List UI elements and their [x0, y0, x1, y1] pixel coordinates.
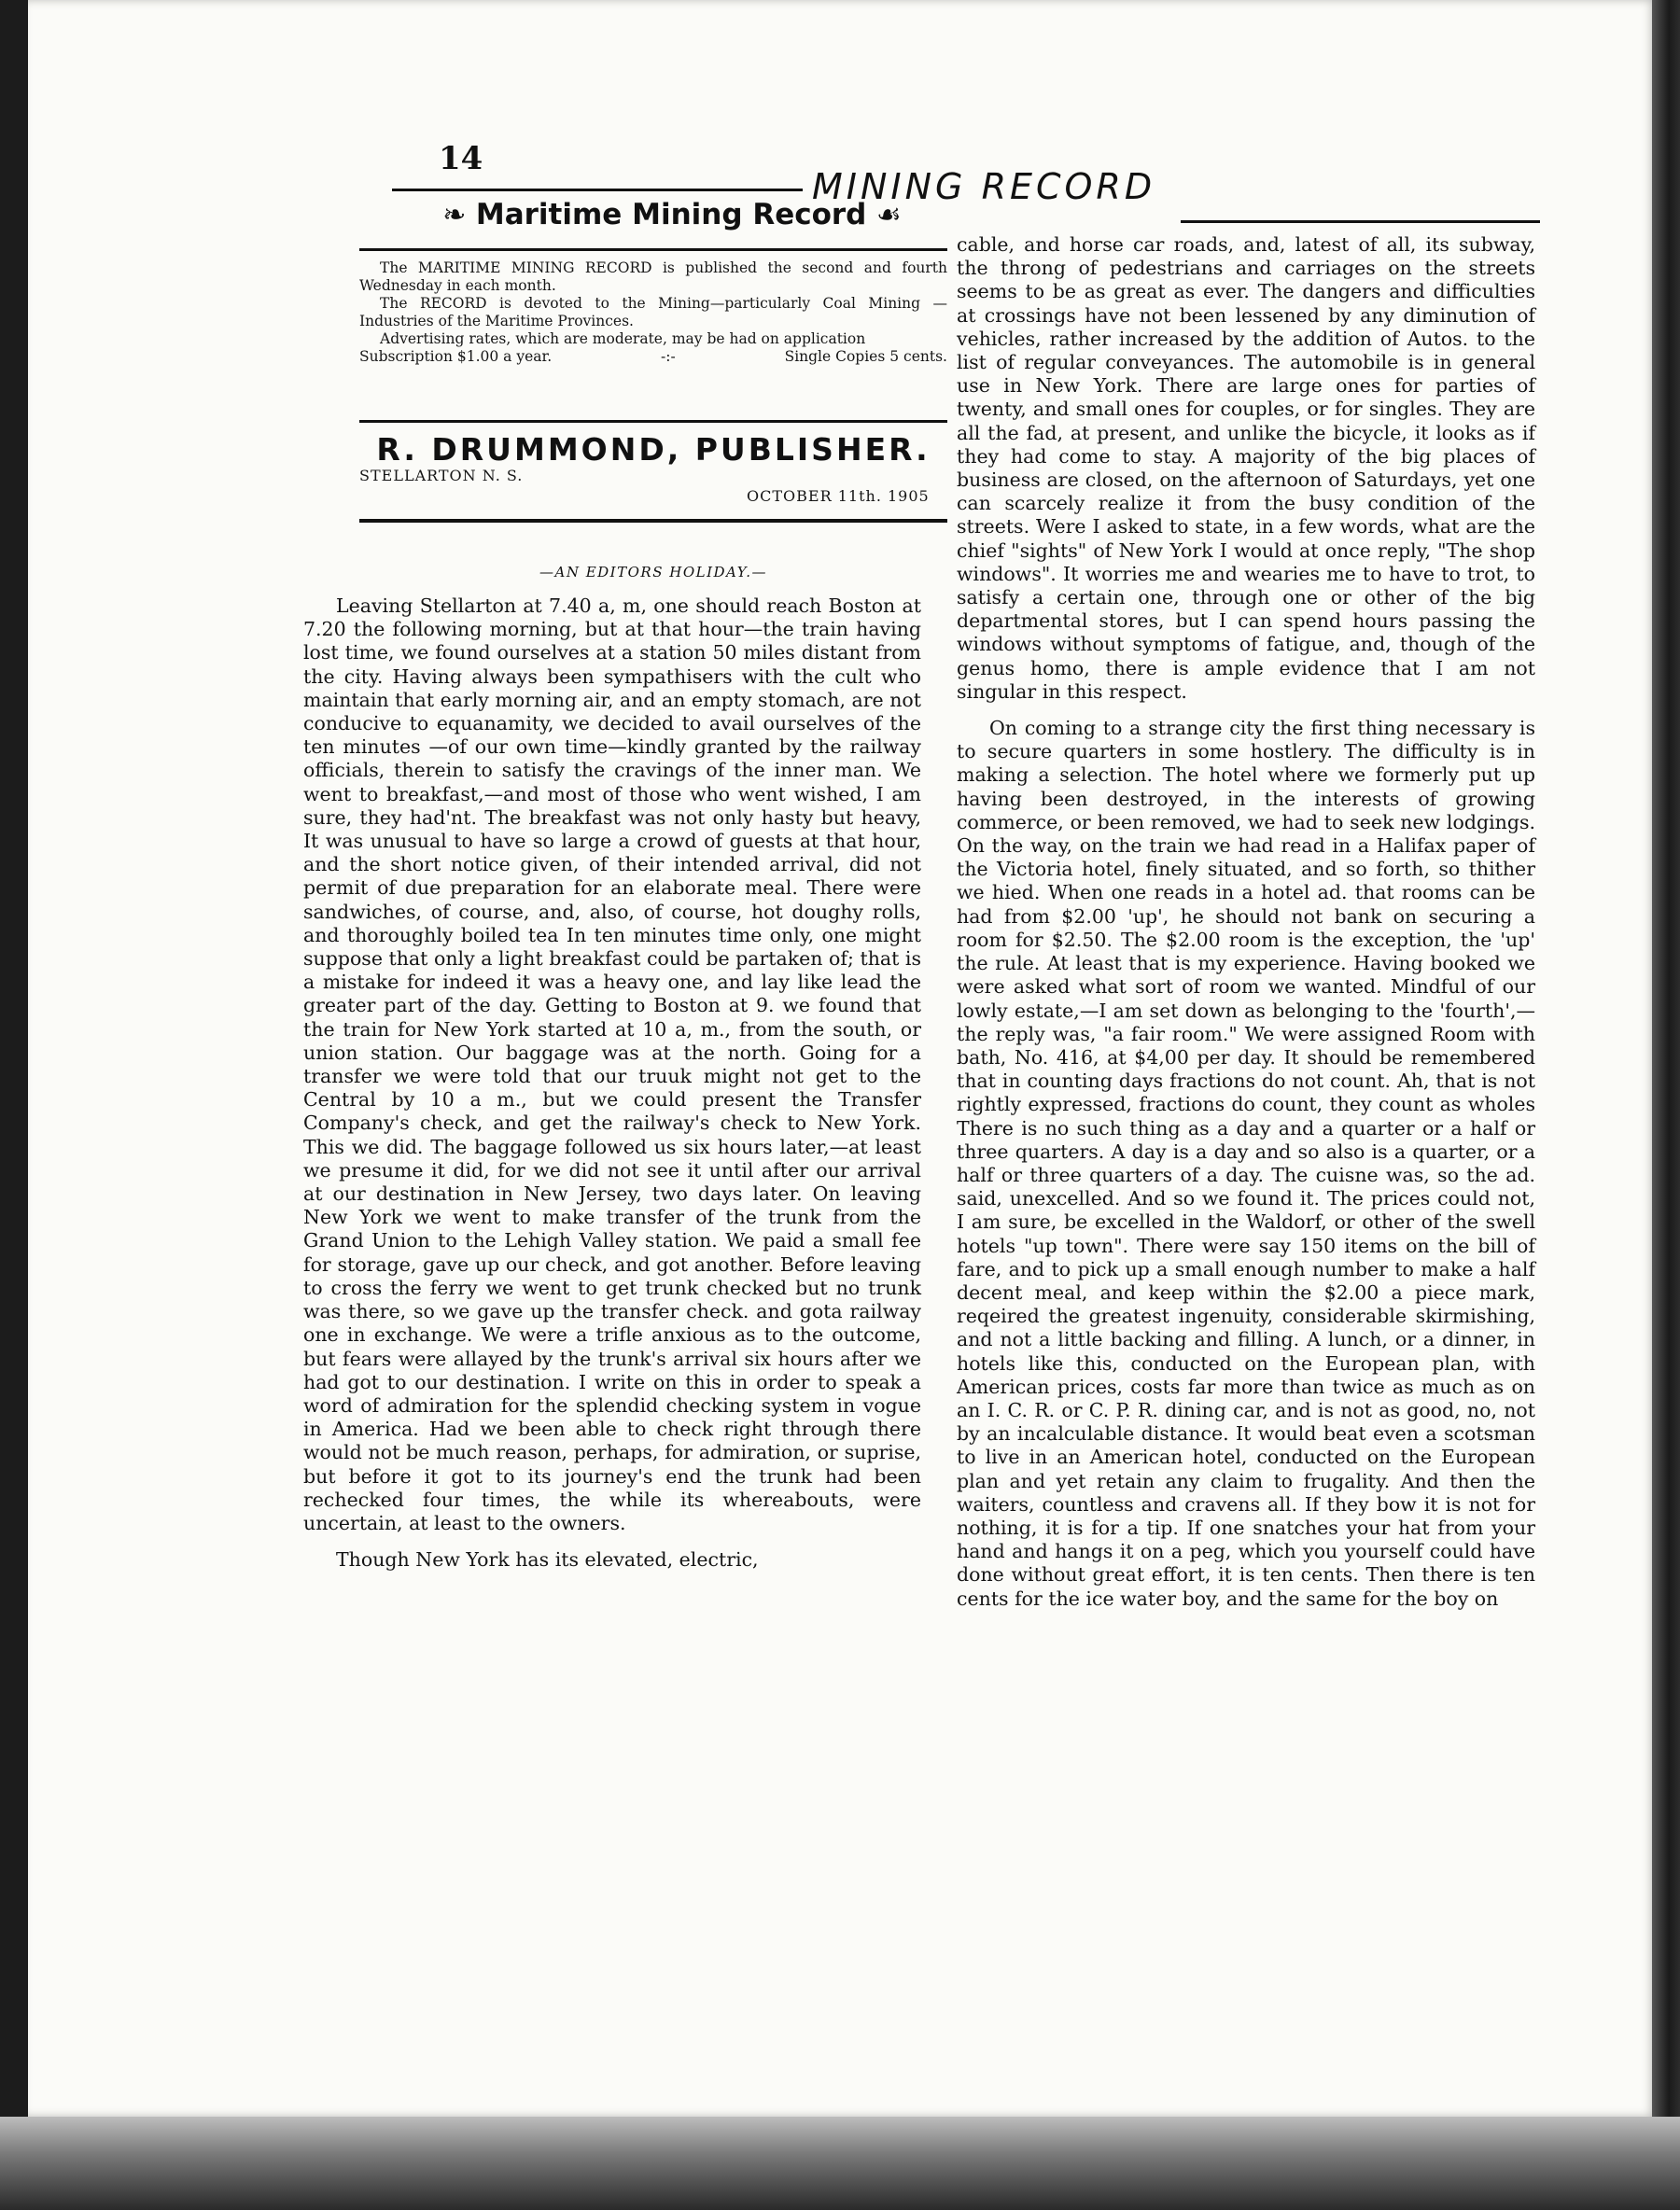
article-title: —AN EDITORS HOLIDAY.— [539, 564, 768, 580]
masthead-rule-bottom [359, 519, 947, 523]
masthead-title-text: Maritime Mining Record [475, 198, 867, 231]
page-edge-shadow [1652, 0, 1680, 2210]
article-paragraph: On coming to a strange city the first thing necessary is to secure quarters in some hostlery. The difficulty is in making a selection. The hotel where we formerly put up having been destroyed, in the interests of growing commerce, or been removed, we had to seek new lodgings. On the way, on the train we had read in a Halifax paper of the Victoria hotel, finely situated, and so forth, so thither we hied. When one reads in a hotel ad. that rooms can be had from $2.00 'up', he should not bank on securing a room for $2.50. The $2.00 room is the exception, the 'up' the rule. At least that is my experience. Having booked we were asked what sort of room we wanted. Mindful of our lowly estate,—I am set down as belonging to the 'fourth',—the reply was, "a fair room." We were assigned Room with bath, No. 416, at $4,00 per day. It should be remembered that in counting days fractions do not count. Ah, that is not rightly expressed, fractions do count, they count as wholes There is no such thing as a day and a quarter or a half or three quarters. A day is a day and so also is a quarter, or a half or three quarters of a day. The cuisne was, so the ad. said, unexcelled. And so we found it. The prices could not, I am sure, be excelled in the Waldorf, or other of the swell hotels "up town". There were say 150 items on the bill of fare, and to pick up a small enough number to make a half decent meal, and keep within the $2.00 a piece mark, reqeired the greatest ingenuity, considerable skirmishing, and not a little backing and filling. A lunch, or a dinner, in hotels like this, conducted on the European plan, with American prices, costs far more than twice as much as on an I. C. R. or C. P. R. dining car, and is not as good, no, not by an incalculable distance. It would beat even a scotsman to live in an American hotel, conducted on the European plan and yet retain any claim to frugality. And then the waiters, countless and cravens all. If they bow it is not for nothing, it is for a tip. If one snatches your hat from your hand and hangs it on a peg, which you yourself could have done without great effort, it is ten cents. Then there is ten cents for the ice water boy, and the same for the boy on [957, 717, 1535, 1610]
page-number: 14 [439, 140, 483, 177]
ornament-right-icon: ☙ [866, 199, 902, 231]
issue-date: OCTOBER 11th. 1905 [747, 487, 930, 505]
article-paragraph: Leaving Stellarton at 7.40 a, m, one should reach Boston at 7.20 the following morning, but at that hour—the train having lost time, we found ourselves at a station 50 miles distant from the city. Having always been sympathisers with the cult who maintain that early morning air, and an empty stomach, are not conducive to equanamity, we decided to avail ourselves of the ten minutes —of our own time—kindly granted by the railway officials, therein to satisfy the cravings of the inner man. We went to breakfast,—and most of those who went wished, I am sure, they had'nt. The breakfast was not only hasty but heavy, It was unusual to have so large a crowd of guests at that hour, and the short notice given, of their intended arrival, did not permit of due preparation for an elaborate meal. There were sandwiches, of course, and, also, of course, hot doughy rolls, and thoroughly boiled tea In ten minutes time only, one might suppose that only a light breakfast could be partaken of; that is a mistake for indeed it was a heavy one, and lay like lead the greater part of the day. Getting to Boston at 9. we found that the train for New York started at 10 a, m., from the south, or union station. Our baggage was at the north. Going for a transfer we were told that our truuk might not get to the Central by 10 a m., but we could present the Transfer Company's check, and get the railway's check to New York. This we did. The baggage followed us six hours later,—at least we presume it did, for we did not see it until after our arrival at our destination in New Jersey, two days later. On leaving New York we went to make transfer of the trunk from the Grand Union to the Lehigh Valley station. We paid a small fee for storage, gave up our check, and got another. Before leaving to cross the ferry we went to get trunk checked but no trunk was there, so we gave up the transfer check. and gota railway one in exchange. We were a trifle anxious as to the outcome, but fears were allayed by the trunk's arrival six hours after we had got to our destination. I write on this in order to speak a word of admiration for the splendid checking system in vogue in America. Had we been able to check right through there would not be much reason, perhaps, for admiration, or suprise, but before it got to its journey's end the trunk had been rechecked four times, the while its whereabouts, were uncertain, at least to the owners. [303, 594, 921, 1534]
ornament-left-icon: ❧ [442, 199, 476, 231]
page-bottom-edge [0, 2117, 1680, 2210]
separator: -:- [661, 348, 676, 365]
publication-notice [359, 259, 947, 366]
subscription-price: Subscription $1.00 a year. [359, 348, 553, 365]
header-rule-right [1181, 220, 1540, 223]
article-right-column [957, 233, 1535, 1611]
subscription-line [359, 348, 947, 366]
header-rule-left [392, 189, 803, 191]
publisher-location: STELLARTON N. S. [359, 467, 524, 484]
notice-line: Advertising rates, which are moderate, may be had on application [380, 330, 866, 347]
masthead-rule-top [359, 248, 947, 251]
masthead-title [392, 198, 952, 231]
article-left-column [303, 594, 921, 1572]
article-paragraph: Though New York has its elevated, electric, [336, 1548, 759, 1572]
masthead-rule-middle [359, 420, 947, 423]
notice-line: The MARITIME MINING RECORD is published the second and fourth Wednesday in each month. [359, 259, 947, 294]
article-paragraph: cable, and horse car roads, and, latest of all, its subway, the throng of pedestrians and carriages on the streets seems to be as great as ever. The dangers and difficulties at crossings have not been lessened by any diminution of vehicles, rather increased by the addition of Autos. to the list of regular conveyances. The automobile is in general use in New York. There are large ones for parties of twenty, and small ones for couples, or for singles. They are all the fad, at present, and unlike the bicycle, it looks as if they had come to stay. A majority of the big places of business are closed, on the afternoon of Saturdays, yet one can scarcely realize it from the busy condition of the streets. Were I asked to state, in a few words, what are the chief "sights" of New York I would at once reply, "The shop windows". It worries me and wearies me to have to trot, to satisfy a certain one, through one or other of the big departmental stores, but I can spend hours passing the windows without symptoms of fatigue, and, though of the genus homo, there is ample evidence that I am not singular in this respect. [957, 233, 1535, 703]
single-copy-price: Single Copies 5 cents. [784, 348, 947, 365]
notice-line: The RECORD is devoted to the Mining—particularly Coal Mining —Industries of the Maritime Provinces. [359, 295, 947, 329]
running-head: MINING RECORD [812, 166, 1156, 207]
publisher-line: R. DRUMMOND, PUBLISHER. [376, 431, 931, 468]
